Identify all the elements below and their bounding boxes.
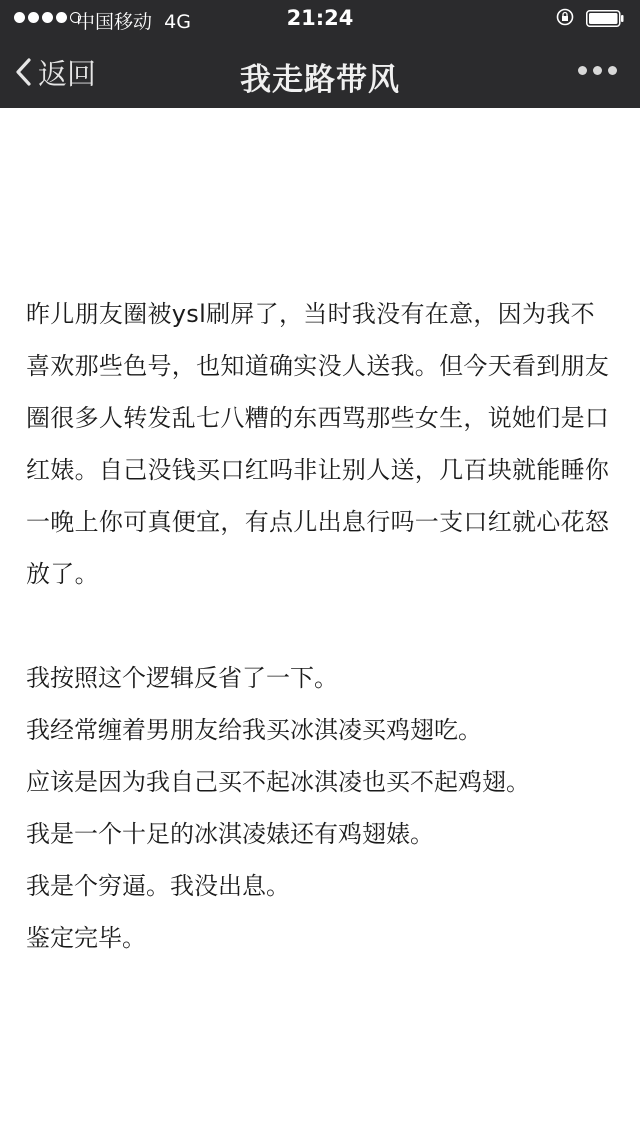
article-line: 我按照这个逻辑反省了一下。 (26, 664, 338, 692)
back-label: 返回 (38, 56, 97, 91)
paragraph-spacer (26, 600, 616, 652)
carrier-name: 中国移动 (76, 11, 153, 33)
page-title: 我走路带风 (240, 62, 400, 98)
battery-icon (586, 10, 624, 27)
status-bar (0, 0, 640, 36)
status-time: 21:24 (286, 6, 354, 30)
more-dots-icon[interactable] (578, 66, 622, 80)
article-line: 鉴定完毕。 (26, 924, 146, 952)
article-line: 我是个穷逼。我没出息。 (26, 872, 290, 900)
article-paragraph: 昨儿朋友圈被ysl刷屏了，当时我没有在意，因为我不喜欢那些色号，也知道确实没人送我。但今天看到朋友圈很多人转发乱七八糟的东西骂那些女生，说她们是口红婊。自己没钱买口红吗非让别人送，几百块就能睡你一晚上你可真便宜，有点儿出息行吗一支口红就心花怒放了。 (26, 300, 610, 588)
network-type: 4G (164, 11, 191, 33)
nav-bar (0, 36, 640, 108)
article-body (26, 288, 616, 964)
rotation-lock-icon (556, 8, 574, 26)
article-line: 我是一个十足的冰淇凌婊还有鸡翅婊。 (26, 820, 434, 848)
article-line: 我经常缠着男朋友给我买冰淇凌买鸡翅吃。 (26, 716, 482, 744)
article-line: 应该是因为我自己买不起冰淇凌也买不起鸡翅。 (26, 768, 530, 796)
